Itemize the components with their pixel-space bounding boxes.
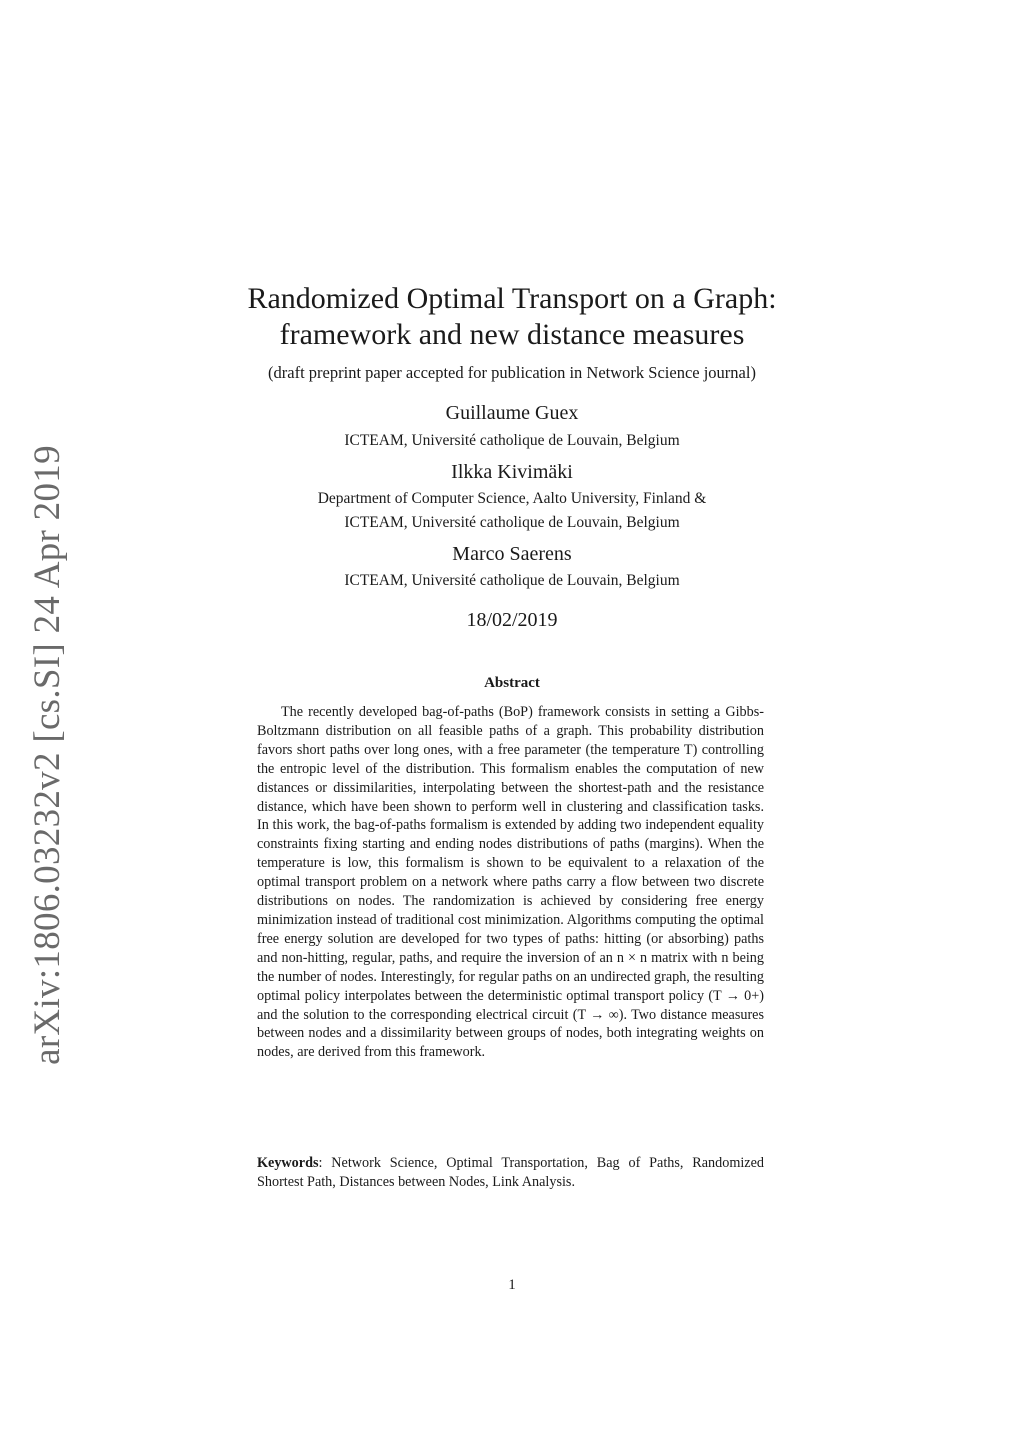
author-affiliation: ICTEAM, Université catholique de Louvain, Belgium [344, 572, 680, 589]
author-name: Marco Saerens [452, 543, 572, 565]
author-affiliation: Department of Computer Science, Aalto University, Finland & [317, 490, 707, 507]
arxiv-identifier-stamp: arXiv:1806.03232v2 [cs.SI] 24 Apr 2019 [27, 445, 68, 1065]
author-affiliation: ICTEAM, Université catholique de Louvain, Belgium [344, 432, 680, 449]
author-name: Guillaume Guex [445, 402, 579, 424]
abstract-heading: Abstract [484, 675, 540, 691]
abstract-text: The recently developed bag-of-paths (BoP) framework consists in setting a Gibbs-Boltzmann distribution on all feasible paths of a graph. This probability distribution favors short paths over long ones, with a free parameter (the temperature T) controlling the entropic level of the distribution. This formalism enables the computation of new distances or dissimilarities, interpolating between the shortest-path and the resistance distance, which have been shown to perform well in clustering and classification tasks. In this work, the bag-of-paths formalism is extended by adding two independent equality constraints fixing starting and ending nodes distributions of paths (margins). When the temperature is low, this formalism is shown to be equivalent to a relaxation of the optimal transport problem on a network where paths carry a flow between two discrete distributions on nodes. The randomization is achieved by considering free energy minimization instead of traditional cost minimization. Algorithms computing the optimal free energy solution are developed for two types of paths: hitting (or absorbing) paths and non-hitting, regular, paths, and require the inversion of an n × n matrix with n being the number of nodes. Interestingly, for regular paths on an undirected graph, the resulting optimal policy interpolates between the deterministic optimal transport policy (T → 0+) and the solution to the corresponding electrical circuit (T → ∞). Two distance measures between nodes and a dissimilarity between groups of nodes, both integrating weights on nodes, are derived from this framework. [257, 704, 764, 1061]
keywords-text: Network Science, Optimal Transportation, Bag of Paths, Randomized Shortest Path, Distances between Nodes, Link Analysis. [257, 1155, 764, 1190]
page-number: 1 [508, 1277, 516, 1293]
author-affiliation: ICTEAM, Université catholique de Louvain, Belgium [344, 514, 680, 531]
paper-date: 18/02/2019 [466, 609, 558, 631]
keywords-paragraph: Keywords: Network Science, Optimal Transportation, Bag of Paths, Randomized Shortest Path, Distances between Nodes, Link Analysis. [257, 1155, 764, 1190]
paper-title-line-1: Randomized Optimal Transport on a Graph: [247, 282, 777, 315]
keywords-label: Keywords [257, 1155, 319, 1171]
paper-title-line-2: framework and new distance measures [279, 318, 745, 351]
paper-subtitle: (draft preprint paper accepted for publication in Network Science journal) [268, 363, 756, 382]
paper-title-block [212, 281, 812, 383]
author-name: Ilkka Kivimäki [451, 461, 573, 483]
